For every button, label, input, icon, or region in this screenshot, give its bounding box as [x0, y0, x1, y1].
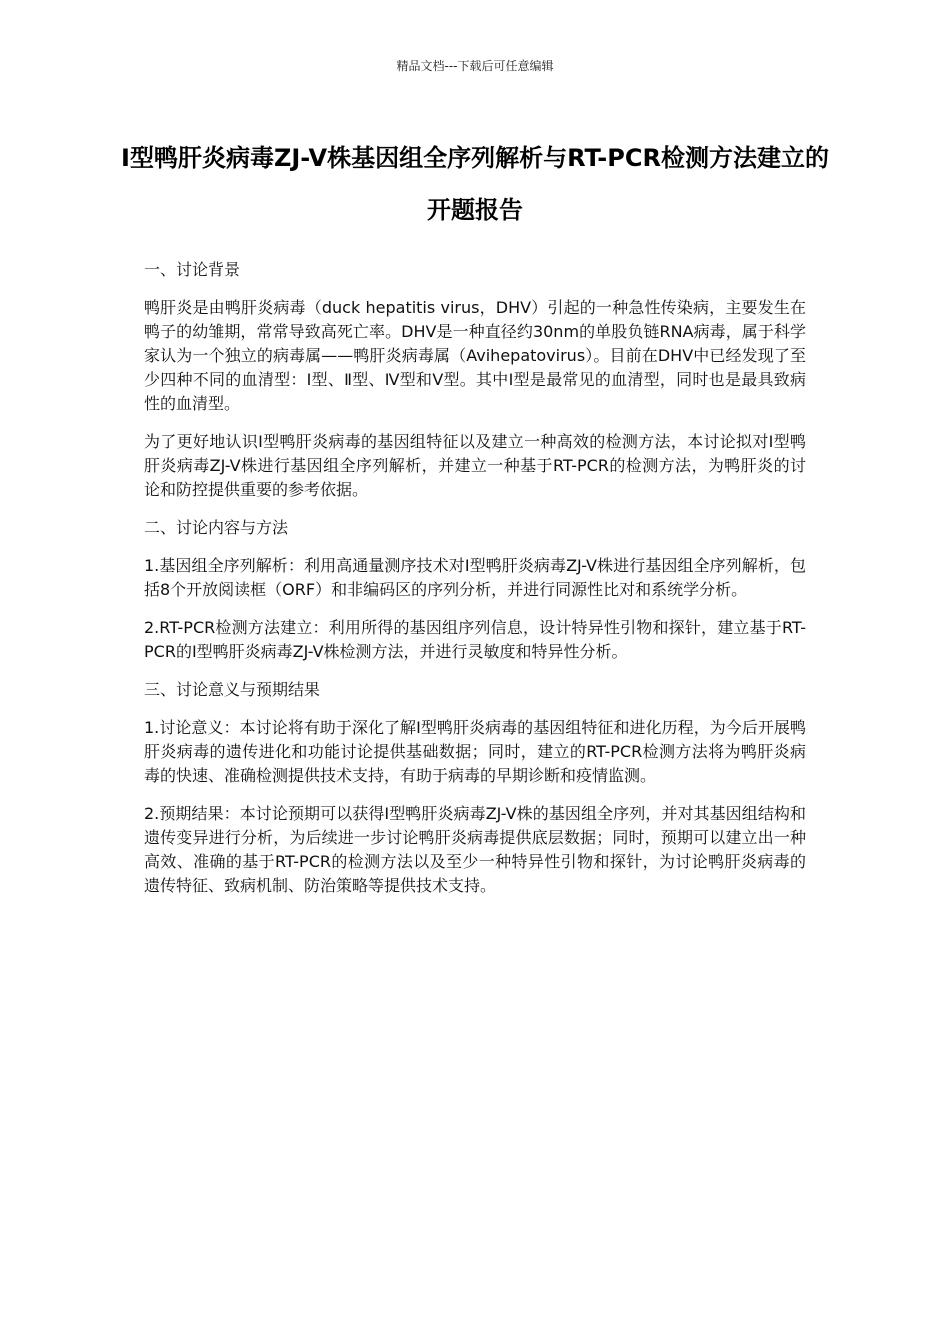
section-heading-background: 一、讨论背景	[144, 260, 241, 279]
paragraph: 1.讨论意义：本讨论将有助于深化了解Ⅰ型鸭肝炎病毒的基因组特征和进化历程，为今后开展鸭肝炎病毒的遗传进化和功能讨论提供基础数据；同时，建立的RT-PCR检测方法将为鸭肝炎病毒的快速、准确检测提供技术支持，有助于病毒的早期诊断和疫情监测。	[144, 718, 806, 785]
document-body	[144, 258, 806, 912]
paragraph: 2.预期结果：本讨论预期可以获得Ⅰ型鸭肝炎病毒ZJ-V株的基因组全序列，并对其基因组结构和遗传变异进行分析，为后续进一步讨论鸭肝炎病毒提供底层数据；同时，预期可以建立出一种高效、准确的基于RT-PCR的检测方法以及至少一种特异性引物和探针，为讨论鸭肝炎病毒的遗传特征、致病机制、防治策略等提供技术支持。	[144, 804, 806, 895]
document-title: Ⅰ型鸭肝炎病毒ZJ-V株基因组全序列解析与RT-PCR检测方法建立的开题报告	[121, 144, 829, 224]
paragraph: 1.基因组全序列解析：利用高通量测序技术对Ⅰ型鸭肝炎病毒ZJ-V株进行基因组全序列解析，包括8个开放阅读框（ORF）和非编码区的序列分析，并进行同源性比对和系统学分析。	[144, 556, 806, 599]
paragraph: 鸭肝炎是由鸭肝炎病毒（duck hepatitis virus，DHV）引起的一种急性传染病，主要发生在鸭子的幼雏期，常常导致高死亡率。DHV是一种直径约30nm的单股负链RNA病毒，属于科学家认为一个独立的病毒属——鸭肝炎病毒属（Avihepatovirus）。目前在DHV中已经发现了至少四种不同的血清型：Ⅰ型、Ⅱ型、Ⅳ型和Ⅴ型。其中Ⅰ型是最常见的血清型，同时也是最具致病性的血清型。	[144, 298, 806, 413]
page-header-note: 精品文档---下载后可任意编辑	[396, 59, 554, 73]
paragraph: 2.RT-PCR检测方法建立：利用所得的基因组序列信息，设计特异性引物和探针，建立基于RT-PCR的Ⅰ型鸭肝炎病毒ZJ-V株检测方法，并进行灵敏度和特异性分析。	[144, 618, 806, 661]
section-heading-content-methods: 二、讨论内容与方法	[144, 518, 289, 537]
section-heading-significance-results: 三、讨论意义与预期结果	[144, 680, 321, 699]
paragraph: 为了更好地认识Ⅰ型鸭肝炎病毒的基因组特征以及建立一种高效的检测方法，本讨论拟对Ⅰ型鸭肝炎病毒ZJ-V株进行基因组全序列解析，并建立一种基于RT-PCR的检测方法，为鸭肝炎的讨论和防控提供重要的参考依据。	[144, 432, 806, 499]
